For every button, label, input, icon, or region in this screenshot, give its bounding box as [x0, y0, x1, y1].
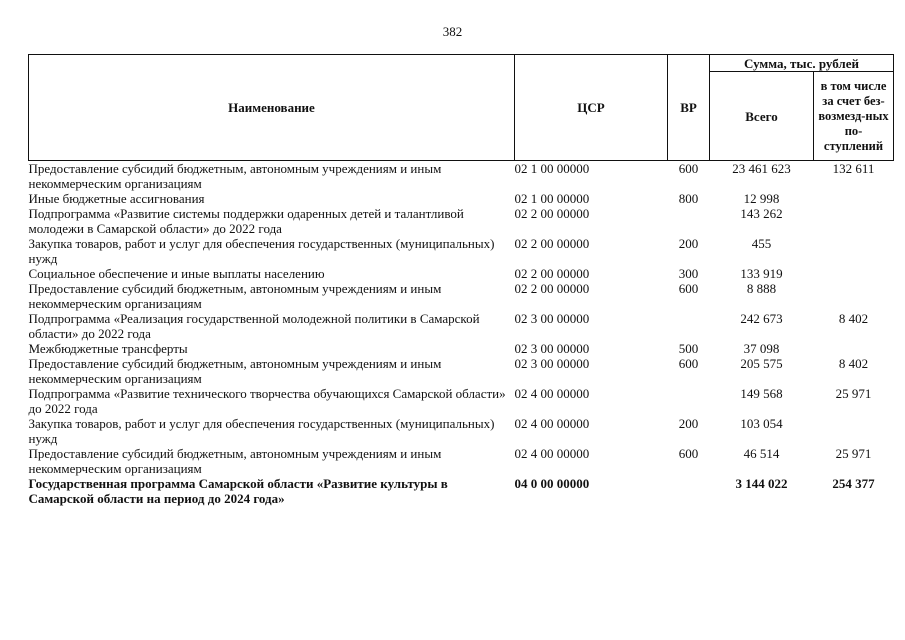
header-vr: ВР [668, 55, 710, 161]
header-csr: ЦСР [515, 55, 668, 161]
header-incl-free: в том числе за счет без-возмезд-ных по-ступлений [814, 72, 894, 161]
budget-table [28, 54, 894, 506]
row-free [814, 416, 894, 446]
row-total: 103 054 [740, 416, 783, 431]
row-csr: 04 0 00 00000 [514, 476, 590, 491]
row-name: Предоставление субсидий бюджетным, автономным учреждениям и иным некоммерческим организациям [28, 446, 442, 476]
row-csr: 02 2 00 00000 [514, 281, 590, 296]
row-csr: 02 2 00 00000 [514, 236, 590, 251]
row-total: 133 919 [740, 266, 783, 281]
row-vr: 500 [678, 341, 699, 356]
row-free: 25 971 [835, 386, 872, 401]
row-csr: 02 2 00 00000 [514, 266, 590, 281]
table-row [29, 266, 894, 281]
row-free [814, 281, 894, 311]
row-free: 254 377 [832, 476, 875, 491]
row-free [814, 191, 894, 206]
row-csr: 02 3 00 00000 [514, 356, 590, 371]
row-csr: 02 3 00 00000 [514, 341, 590, 356]
row-name: Закупка товаров, работ и услуг для обеспечения государственных (муниципальных) нужд [28, 236, 495, 266]
header-total: Всего [710, 72, 814, 161]
row-name: Подпрограмма «Реализация государственной молодежной политики в Самарской области» до 2022 года [28, 311, 480, 341]
table-row [29, 356, 894, 386]
row-csr: 02 4 00 00000 [514, 416, 590, 431]
page-number: 382 [442, 24, 463, 39]
row-total: 242 673 [740, 311, 783, 326]
table-row [29, 191, 894, 206]
row-csr: 02 2 00 00000 [514, 206, 590, 221]
header-name: Наименование [29, 55, 515, 161]
table-row [29, 476, 894, 506]
row-vr: 300 [678, 266, 699, 281]
row-vr: 800 [678, 191, 699, 206]
table-row [29, 236, 894, 266]
row-name: Подпрограмма «Развитие системы поддержки одаренных детей и талантливой молодежи в Самарской области» до 2022 года [28, 206, 464, 236]
row-name: Предоставление субсидий бюджетным, автономным учреждениям и иным некоммерческим организациям [28, 281, 442, 311]
table-row [29, 446, 894, 476]
row-vr [668, 206, 710, 236]
row-vr: 600 [678, 356, 699, 371]
row-total: 149 568 [740, 386, 783, 401]
row-name: Межбюджетные трансферты [28, 341, 188, 356]
row-total: 205 575 [740, 356, 783, 371]
row-free: 8 402 [838, 311, 869, 326]
row-total: 8 888 [746, 281, 777, 296]
row-total: 46 514 [743, 446, 780, 461]
table-row [29, 206, 894, 236]
row-vr: 200 [678, 416, 699, 431]
row-free [814, 206, 894, 236]
row-name: Социальное обеспечение и иные выплаты населению [28, 266, 325, 281]
table-header [29, 55, 894, 161]
row-name: Государственная программа Самарской области «Развитие культуры в Самарской области на период до 2024 года» [28, 476, 448, 506]
row-csr: 02 1 00 00000 [514, 161, 590, 176]
table-row [29, 341, 894, 356]
row-vr [668, 311, 710, 341]
row-csr: 02 4 00 00000 [514, 446, 590, 461]
row-name: Иные бюджетные ассигнования [28, 191, 205, 206]
row-name: Предоставление субсидий бюджетным, автономным учреждениям и иным некоммерческим организациям [28, 356, 442, 386]
row-total: 3 144 022 [735, 476, 788, 491]
row-total: 455 [751, 236, 772, 251]
row-total: 37 098 [743, 341, 780, 356]
row-csr: 02 1 00 00000 [514, 191, 590, 206]
row-name: Предоставление субсидий бюджетным, автономным учреждениям и иным некоммерческим организациям [28, 161, 442, 191]
row-name: Подпрограмма «Развитие технического творчества обучающихся Самарской области» до 2022 года [28, 386, 506, 416]
table-row [29, 386, 894, 416]
row-free: 132 611 [832, 161, 875, 176]
row-vr: 200 [678, 236, 699, 251]
row-free [814, 236, 894, 266]
table-body [29, 161, 894, 507]
row-free [814, 341, 894, 356]
row-total: 143 262 [740, 206, 783, 221]
table-row [29, 161, 894, 192]
table-row [29, 311, 894, 341]
row-vr [668, 386, 710, 416]
table-row [29, 281, 894, 311]
row-total: 23 461 623 [732, 161, 791, 176]
row-vr: 600 [678, 161, 699, 176]
row-vr: 600 [678, 281, 699, 296]
row-csr: 02 3 00 00000 [514, 311, 590, 326]
row-free: 8 402 [838, 356, 869, 371]
row-vr: 600 [678, 446, 699, 461]
row-csr: 02 4 00 00000 [514, 386, 590, 401]
row-free: 25 971 [835, 446, 872, 461]
row-free [814, 266, 894, 281]
header-sum: Сумма, тыс. рублей [710, 55, 894, 72]
table-row [29, 416, 894, 446]
row-total: 12 998 [743, 191, 780, 206]
row-name: Закупка товаров, работ и услуг для обеспечения государственных (муниципальных) нужд [28, 416, 495, 446]
row-vr [668, 476, 710, 506]
